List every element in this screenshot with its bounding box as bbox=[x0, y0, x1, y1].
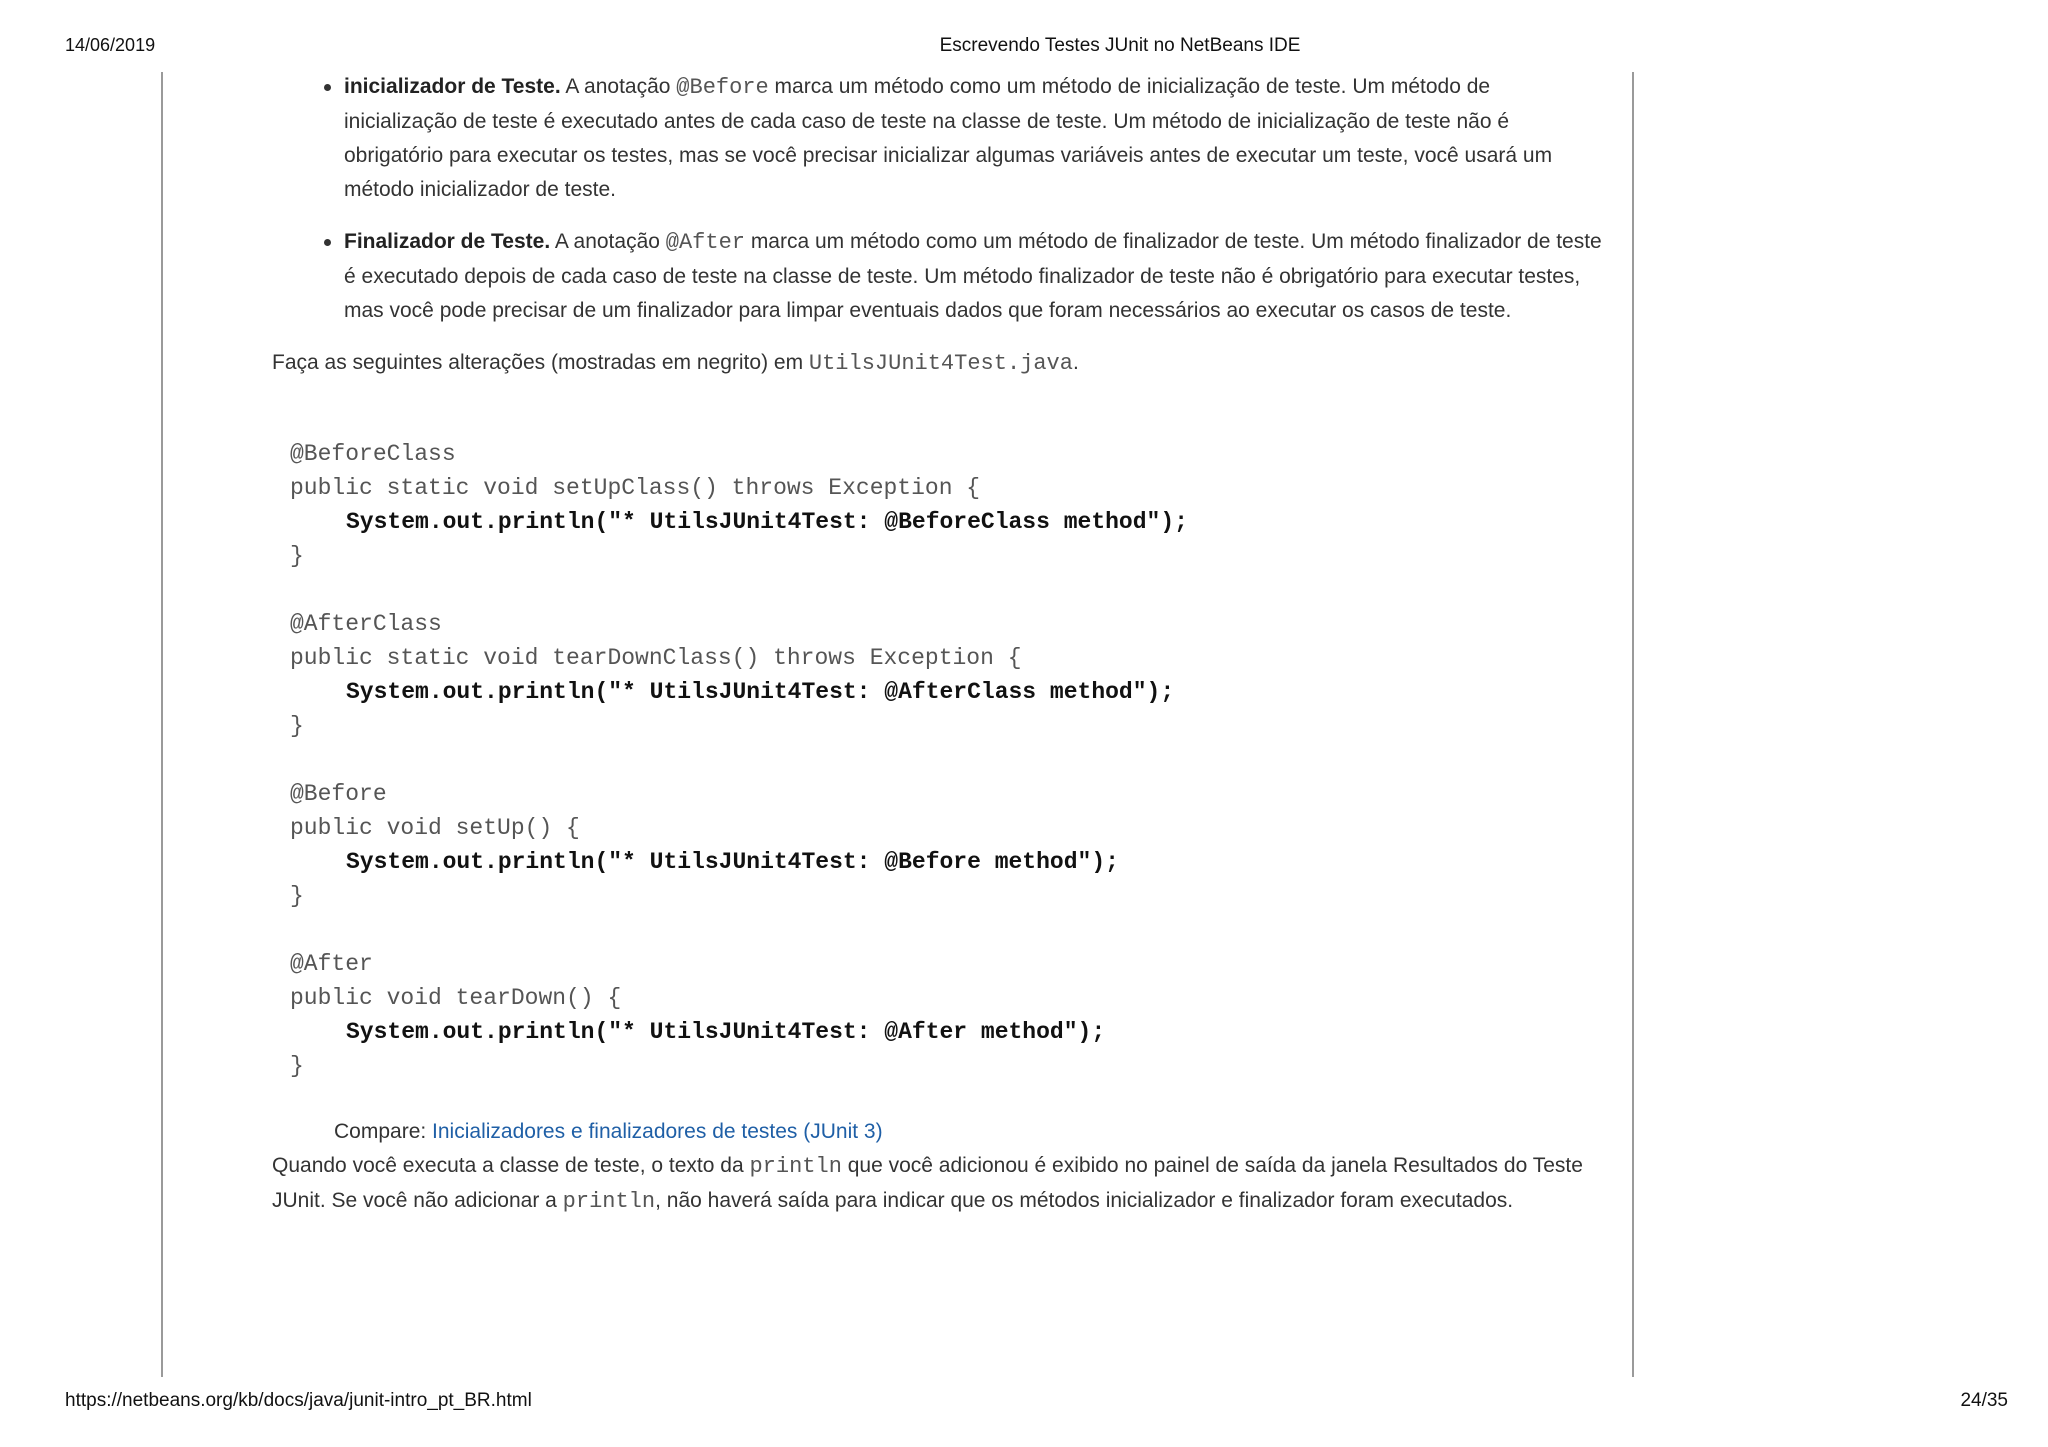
print-url: https://netbeans.org/kb/docs/java/junit-intro_pt_BR.html bbox=[65, 1390, 532, 1411]
bullet-text: A anotação bbox=[560, 75, 677, 98]
code-line-bold: System.out.println("* UtilsJUnit4Test: @After method"); bbox=[346, 1019, 1106, 1045]
code-line: } bbox=[290, 543, 304, 569]
inline-code-filename: UtilsJUnit4Test.java bbox=[808, 351, 1073, 376]
article-body bbox=[272, 70, 1607, 1219]
term-finalizer: Finalizador de Teste. bbox=[344, 230, 551, 253]
bullet-text: A anotação bbox=[550, 230, 666, 253]
code-line: @Before bbox=[290, 781, 387, 807]
print-date: 14/06/2019 bbox=[65, 35, 156, 55]
code-line: } bbox=[290, 883, 304, 909]
term-initializer: inicializador de Teste. bbox=[344, 75, 561, 98]
inline-code-println: println bbox=[749, 1154, 842, 1179]
code-line-bold: System.out.println("* UtilsJUnit4Test: @AfterClass method"); bbox=[346, 679, 1175, 705]
code-line-bold: System.out.println("* UtilsJUnit4Test: @Before method"); bbox=[346, 849, 1119, 875]
code-line: } bbox=[290, 1053, 304, 1079]
compare-note bbox=[334, 1115, 1607, 1149]
bullet-text: marca um método como um método de finalizador de teste. Um método finalizador de teste é executado depois de cada caso de teste na classe de teste. Um método finalizador de teste não é obrigatório para executar testes, mas você pode precisar de um finalizador para limpar eventuais dados que foram necessários ao executar os casos de teste. bbox=[344, 230, 1602, 322]
print-page-title: Escrevendo Testes JUnit no NetBeans IDE bbox=[939, 35, 1301, 56]
code-line: @BeforeClass bbox=[290, 441, 456, 467]
code-block bbox=[290, 437, 1607, 1083]
list-item-initializer bbox=[344, 70, 1607, 207]
page-number: 24/35 bbox=[1960, 1390, 2008, 1411]
annotation-list bbox=[272, 70, 1607, 328]
code-line: public void setUp() { bbox=[290, 815, 580, 841]
bullet-text: marca um método como um método de inicialização de teste. Um método de inicialização de teste é executado antes de cada caso de teste na classe de teste. Um método de inicialização de teste não é obrigatório para executar os testes, mas se você precisar inicializar algumas variáveis antes de executar um teste, você usará um método inicializador de teste. bbox=[344, 75, 1553, 201]
code-line: @AfterClass bbox=[290, 611, 442, 637]
code-line: @After bbox=[290, 951, 373, 977]
closing-text: que você adicionou é exibido no painel de saída da janela Resultados do Teste JUnit. Se você não adicionar a bbox=[272, 1154, 1583, 1212]
closing-text: , não haverá saída para indicar que os métodos inicializador e finalizador foram executados. bbox=[655, 1189, 1514, 1212]
code-line-blank bbox=[290, 743, 1607, 777]
code-line-bold: System.out.println("* UtilsJUnit4Test: @BeforeClass method"); bbox=[346, 509, 1188, 535]
intro-text-end: . bbox=[1072, 351, 1079, 374]
code-line: public static void setUpClass() throws Exception { bbox=[290, 475, 981, 501]
code-line: } bbox=[290, 713, 304, 739]
content-right-border bbox=[1632, 72, 1634, 1377]
code-line: public void tearDown() { bbox=[290, 985, 622, 1011]
code-line: public static void tearDownClass() throws Exception { bbox=[290, 645, 1022, 671]
closing-text: Quando você executa a classe de teste, o texto da bbox=[272, 1154, 750, 1177]
code-line-blank bbox=[290, 573, 1607, 607]
intro-text: Faça as seguintes alterações (mostradas em negrito) em bbox=[272, 351, 809, 374]
compare-label: Compare: bbox=[334, 1120, 433, 1143]
inline-code-before: @Before bbox=[676, 75, 769, 100]
inline-code-println: println bbox=[562, 1189, 656, 1214]
inline-code-after: @After bbox=[665, 230, 745, 255]
intro-paragraph bbox=[272, 346, 1607, 381]
content-left-border bbox=[161, 72, 163, 1377]
compare-link[interactable]: Inicializadores e finalizadores de testes (JUnit 3) bbox=[432, 1120, 883, 1143]
code-line-blank bbox=[290, 913, 1607, 947]
closing-paragraph bbox=[272, 1149, 1607, 1219]
list-item-finalizer bbox=[344, 225, 1607, 328]
